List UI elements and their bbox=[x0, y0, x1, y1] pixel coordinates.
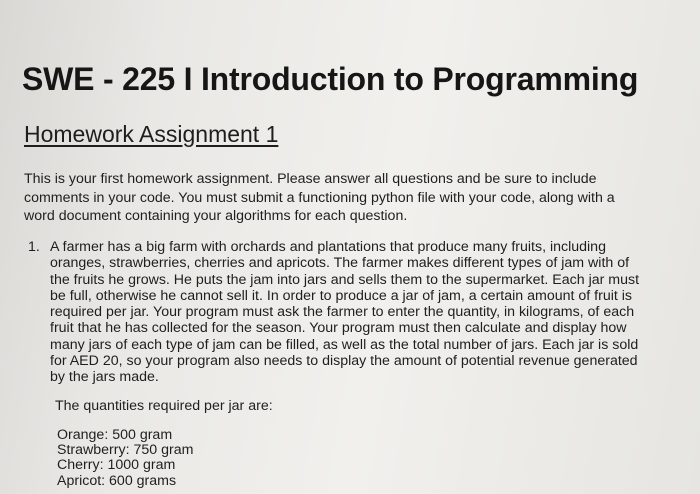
question-line: by the jars made. bbox=[50, 369, 159, 386]
assignment-heading: Homework Assignment 1 bbox=[24, 121, 279, 147]
quantity-item-cherry: Cherry: 1000 gram bbox=[57, 457, 176, 474]
intro-paragraph bbox=[24, 170, 674, 226]
question-line: A farmer has a big farm with orchards and plantations that produce many fruits, including bbox=[50, 239, 606, 255]
question-line: oranges, strawberries, cherries and apricots. The farmer makes different types of jam with of bbox=[50, 255, 630, 272]
quantity-item-orange: Orange: 500 gram bbox=[57, 427, 173, 443]
intro-line: This is your first homework assignment. Please answer all questions and be sure to include bbox=[24, 171, 597, 187]
quantity-item-strawberry: Strawberry: 750 gram bbox=[57, 442, 194, 459]
quantity-item-apricot: Apricot: 600 grams bbox=[57, 472, 177, 489]
question-line: many jars of each type of jam can be filled, as well as the total number of jars. Each jar is sold bbox=[50, 336, 639, 353]
question-line: be full, otherwise he cannot sell it. In order to produce a jar of jam, a certain amount of fruit is bbox=[50, 287, 632, 304]
intro-line: comments in your code. You must submit a functioning python file with your code, along with a bbox=[24, 189, 615, 206]
question-line: required per jar. Your program must ask the farmer to enter the quantity, in kilograms, of each bbox=[50, 304, 635, 321]
question-paragraph bbox=[50, 239, 670, 386]
question-number: 1. bbox=[28, 239, 40, 255]
question-line: fruit that he has collected for the season. Your program must then calculate and display how bbox=[50, 320, 627, 337]
quantities-intro: The quantities required per jar are: bbox=[55, 398, 273, 414]
page-title: SWE - 225 I Introduction to Programming bbox=[22, 61, 639, 97]
question-line: for AED 20, so your program also needs to display the amount of potential revenue generated bbox=[50, 353, 638, 370]
quantities-list bbox=[57, 428, 193, 489]
question-line: the fruits he grows. He puts the jam into jars and sells them to the supermarket. Each jar must bbox=[50, 271, 640, 288]
intro-line: word document containing your algorithms for each question. bbox=[24, 208, 408, 224]
